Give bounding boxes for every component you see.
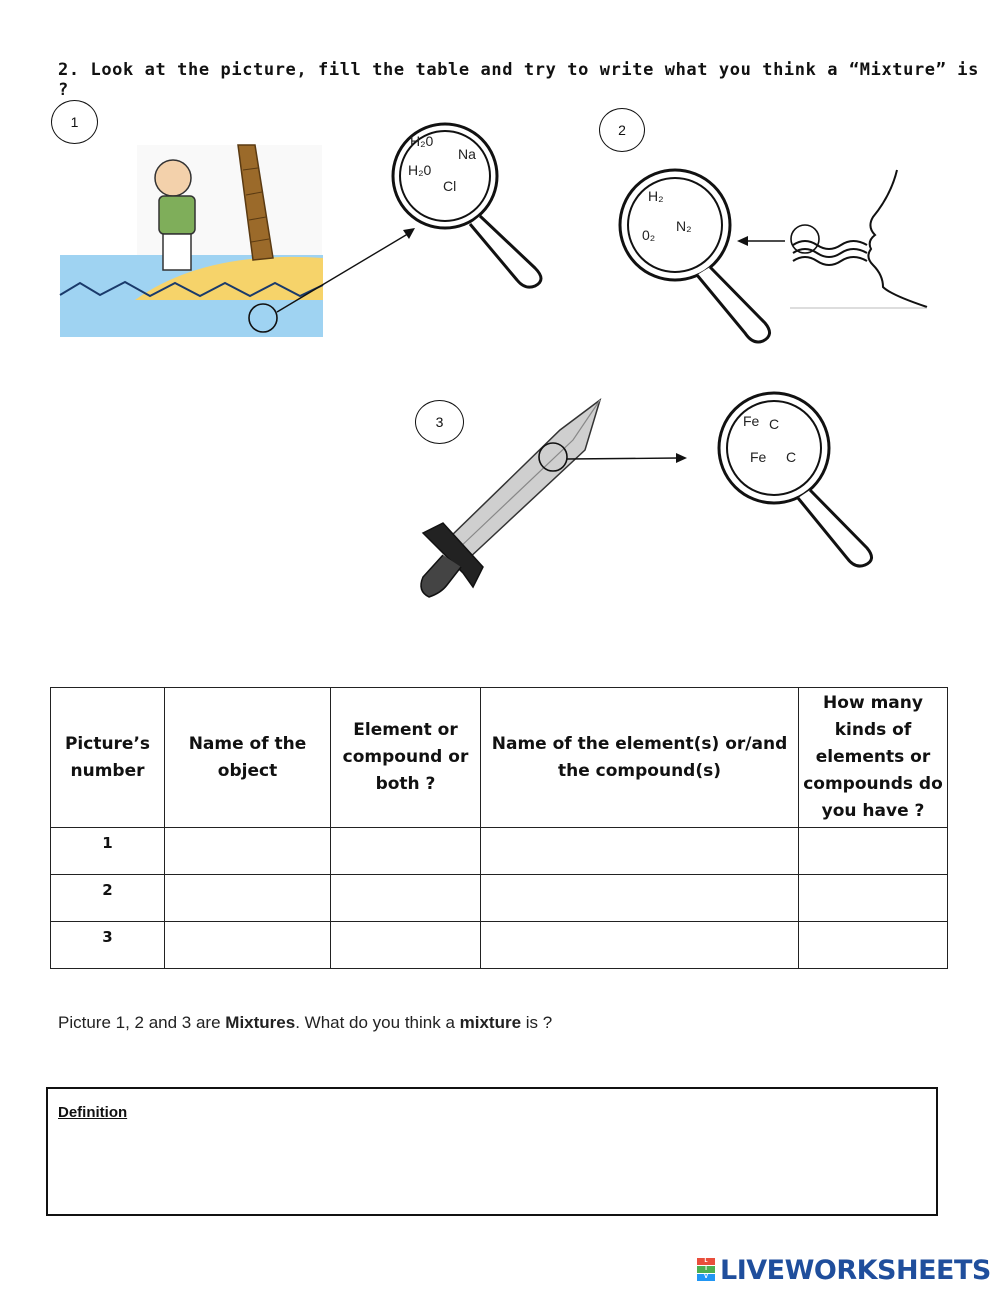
chem-label-h2: H₂ xyxy=(648,188,664,204)
question-text: 2. Look at the picture, fill the table and try to write what you think a “Mixture” is ? xyxy=(58,60,979,100)
mixture-q-part2: . What do you think a xyxy=(295,1013,460,1032)
table-row xyxy=(51,828,948,875)
header-kinds-count: How many kinds of elements or compounds do you have ? xyxy=(799,688,948,828)
sword-illustration xyxy=(395,395,715,605)
header-object-name: Name of the object xyxy=(165,688,331,828)
answer-cell[interactable] xyxy=(799,875,948,922)
island-illustration xyxy=(55,140,425,340)
chem-label-fe-1: Fe xyxy=(743,413,760,429)
chem-label-c-1: C xyxy=(769,416,780,432)
chem-label-h2o-2: H₂0 xyxy=(408,162,432,178)
magnifier-3 xyxy=(712,388,892,573)
picture-number-1: 1 xyxy=(51,100,98,144)
definition-label: Definition xyxy=(58,1104,128,1121)
chem-label-n2: N₂ xyxy=(676,218,692,234)
answer-cell[interactable] xyxy=(799,922,948,969)
table-row xyxy=(51,875,948,922)
answer-cell[interactable] xyxy=(165,922,331,969)
row-number-1: 1 xyxy=(51,828,165,875)
chem-label-na: Na xyxy=(458,146,476,162)
row-number-3: 3 xyxy=(51,922,165,969)
answer-cell[interactable] xyxy=(165,875,331,922)
header-element-names: Name of the element(s) or/and the compound(s) xyxy=(481,688,799,828)
mixture-q-bold1: Mixtures xyxy=(225,1013,296,1032)
row-number-2: 2 xyxy=(51,875,165,922)
chem-label-c-2: C xyxy=(786,449,797,465)
picture-number-3: 3 xyxy=(415,400,464,444)
chem-label-h2o-1: H₂0 xyxy=(410,133,434,149)
header-picture-number: Picture’s number xyxy=(51,688,165,828)
answer-cell[interactable] xyxy=(331,922,481,969)
table-header-row xyxy=(51,688,948,828)
definition-answer-box[interactable] xyxy=(46,1087,938,1216)
liveworksheets-logo-icon: L I V xyxy=(697,1258,717,1282)
answer-cell[interactable] xyxy=(481,828,799,875)
answer-cell[interactable] xyxy=(165,828,331,875)
chem-label-o2: 0₂ xyxy=(642,227,656,243)
answer-cell[interactable] xyxy=(331,875,481,922)
answer-cell[interactable] xyxy=(331,828,481,875)
liveworksheets-brand[interactable]: LIVEWORKSHEETS xyxy=(720,1255,991,1286)
table-row xyxy=(51,922,948,969)
header-element-or-compound: Element or compound or both ? xyxy=(331,688,481,828)
mixture-q-bold2: mixture xyxy=(459,1013,522,1032)
mixture-q-part3: is ? xyxy=(521,1013,553,1032)
answer-cell[interactable] xyxy=(799,828,948,875)
chem-label-cl: Cl xyxy=(443,178,457,194)
picture-number-2: 2 xyxy=(599,108,645,152)
answer-cell[interactable] xyxy=(481,875,799,922)
mixture-q-part1: Picture 1, 2 and 3 are xyxy=(58,1013,226,1032)
chem-label-fe-2: Fe xyxy=(750,449,767,465)
answer-table xyxy=(50,687,948,969)
mixture-question xyxy=(58,1013,552,1033)
answer-cell[interactable] xyxy=(481,922,799,969)
